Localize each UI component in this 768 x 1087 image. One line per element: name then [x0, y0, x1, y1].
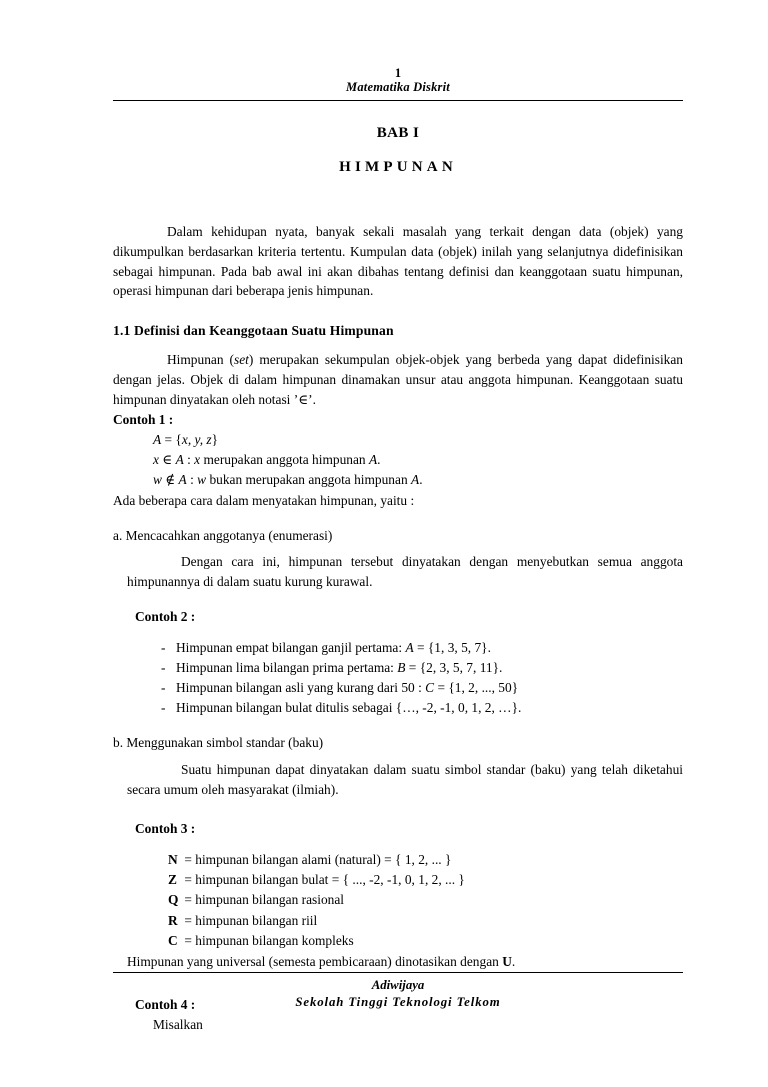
section-heading-1-1: 1.1 Definisi dan Keanggotaan Suatu Himpunan — [113, 323, 394, 339]
symbol-name: Q — [168, 892, 179, 908]
member-x: x — [153, 452, 159, 467]
contoh-2-list — [161, 638, 683, 718]
set-elements: x, y, z — [181, 431, 212, 447]
bullet-dash: - — [161, 700, 166, 716]
chapter-label: BAB I — [376, 125, 420, 141]
symbol-row — [168, 850, 683, 870]
period-2: . — [419, 472, 423, 488]
equals-brace: = { — [161, 431, 182, 447]
bullet-dash: - — [161, 660, 166, 675]
method-a-heading: a. Mencacahkan anggotanya (enumerasi) — [113, 527, 333, 543]
method-a-paragraph: Dengan cara ini, himpunan tersebut dinyatakan dengan menyebutkan semua anggota himpunannya di dalam suatu kurung kurawal. — [127, 554, 683, 590]
contoh-3-symbol-list — [168, 850, 683, 952]
contoh-2-label: Contoh 2 : — [135, 609, 196, 625]
page-number: 1 — [394, 66, 402, 80]
symbol-definition: = himpunan bilangan alami (natural) = { 1, 2, ... } — [184, 851, 452, 867]
contoh-4-label: Contoh 4 : — [135, 997, 196, 1013]
section-1-1-paragraph — [113, 350, 683, 409]
contoh-3-label: Contoh 3 : — [135, 820, 196, 836]
symbol-name: R — [168, 912, 178, 928]
colon-sep-2: : — [186, 472, 198, 488]
item-text-before: Himpunan lima bilangan prima pertama: — [176, 660, 398, 675]
universal-text-after: . — [511, 953, 516, 969]
period: . — [377, 452, 381, 467]
item-text-after: = {1, 2, ..., 50} — [434, 680, 519, 696]
item-text-before: Himpunan empat bilangan ganjil pertama: — [176, 639, 406, 655]
list-item — [161, 638, 683, 658]
bullet-dash: - — [161, 639, 166, 655]
footer-author: Adiwijaya — [371, 978, 425, 992]
paragraph-text-part-2: ) merupakan sekumpulan objek-objek yang berbeda yang dapat didefinisikan dengan jelas. Objek di dalam himpunan dinamakan unsur atau anggota himpunan. Keanggotaan suatu himpunan dinyatakan oleh notasi ’∈’. — [113, 352, 683, 407]
list-item-text — [176, 638, 683, 658]
running-header — [113, 0, 683, 94]
contoh-1-line-1 — [153, 430, 683, 450]
list-item — [161, 698, 683, 718]
set-term: set — [234, 352, 249, 368]
item-set-variable: B — [397, 660, 406, 675]
set-a-ref-2-end: A — [411, 472, 420, 488]
symbol-definition: = himpunan bilangan kompleks — [184, 933, 354, 949]
chapter-title: HIMPUNAN — [339, 159, 457, 175]
member-description: merupakan anggota himpunan — [200, 452, 369, 467]
contoh-1-line-3 — [153, 470, 683, 490]
symbol-name: C — [168, 933, 178, 949]
contoh-1-label: Contoh 1 : — [113, 411, 174, 427]
item-text-after: = {1, 3, 5, 7}. — [413, 639, 491, 655]
nonmember-description: bukan merupakan anggota himpunan — [206, 472, 411, 488]
ada-beberapa-cara-line: Ada beberapa cara dalam menyatakan himpunan, yaitu : — [113, 492, 415, 508]
close-brace: } — [211, 431, 219, 447]
header-rule — [113, 100, 683, 101]
contoh-1-line-2 — [153, 450, 683, 470]
symbol-row — [168, 931, 683, 951]
universal-set-symbol: U — [502, 953, 512, 969]
set-a-ref: A — [175, 452, 184, 467]
footer-rule — [113, 972, 683, 973]
page-footer — [113, 972, 683, 1010]
method-b-paragraph: Suatu himpunan dapat dinyatakan dalam suatu simbol standar (baku) yang telah diketahui secara umum oleh masyarakat (ilmiah). — [127, 762, 683, 797]
list-item-text — [176, 678, 683, 698]
symbol-row — [168, 890, 683, 910]
symbol-row — [168, 870, 683, 890]
intro-paragraph: Dalam kehidupan nyata, banyak sekali masalah yang terkait dengan data (objek) yang dikumpulkan berdasarkan kriteria tertentu. Kumpulan data (objek) inilah yang selanjutnya didefinisikan sebagai himpunan. Pada bab awal ini akan dibahas tentang definisi dan keanggotaan suatu himpunan, operasi himpunan dari beberapa jenis himpunan. — [113, 224, 683, 299]
symbol-row — [168, 911, 683, 931]
contoh-4-text: Misalkan — [153, 1017, 203, 1033]
set-variable-a: A — [153, 431, 162, 447]
nonmember-w-repeat: w — [197, 472, 207, 488]
bullet-dash: - — [161, 680, 166, 696]
symbol-definition: = himpunan bilangan bulat = { ..., -2, -1, 0, 1, 2, ... } — [184, 872, 465, 888]
nonmember-w: w — [153, 472, 162, 488]
course-title: Matematika Diskrit — [346, 80, 450, 94]
list-item — [161, 678, 683, 698]
set-a-ref-2: A — [178, 472, 187, 488]
universal-text-before: Himpunan yang universal (semesta pembicaraan) dinotasikan dengan — [127, 953, 503, 969]
colon-sep: : — [183, 452, 195, 467]
item-text-after: = {2, 3, 5, 7, 11}. — [405, 660, 503, 675]
symbol-name: Z — [168, 872, 177, 888]
list-item-text — [176, 658, 683, 678]
symbol-definition: = himpunan bilangan rasional — [184, 892, 345, 908]
member-x-repeat: x — [194, 452, 201, 467]
element-of-icon: ∈ — [158, 452, 176, 467]
contoh-1-body — [153, 430, 683, 491]
item-set-variable: A — [405, 639, 414, 655]
list-item-text — [176, 698, 683, 718]
item-text-before: Himpunan bilangan bulat ditulis sebagai {…, -2, -1, 0, 1, 2, …}. — [176, 700, 522, 716]
symbol-definition: = himpunan bilangan riil — [184, 912, 318, 928]
set-a-ref-end: A — [368, 452, 378, 467]
item-set-variable: C — [425, 680, 435, 696]
symbol-name: N — [168, 851, 178, 867]
item-text-before: Himpunan bilangan asli yang kurang dari 50 : — [176, 680, 426, 696]
list-item — [161, 658, 683, 678]
method-b-heading: b. Menggunakan simbol standar (baku) — [113, 735, 324, 751]
universal-set-line — [127, 952, 683, 972]
paragraph-text-part-1: Himpunan ( — [167, 352, 235, 368]
footer-institution: Sekolah Tinggi Teknologi Telkom — [295, 994, 501, 1009]
document-page — [113, 0, 683, 1087]
not-element-of-icon: ∉ — [161, 472, 179, 488]
